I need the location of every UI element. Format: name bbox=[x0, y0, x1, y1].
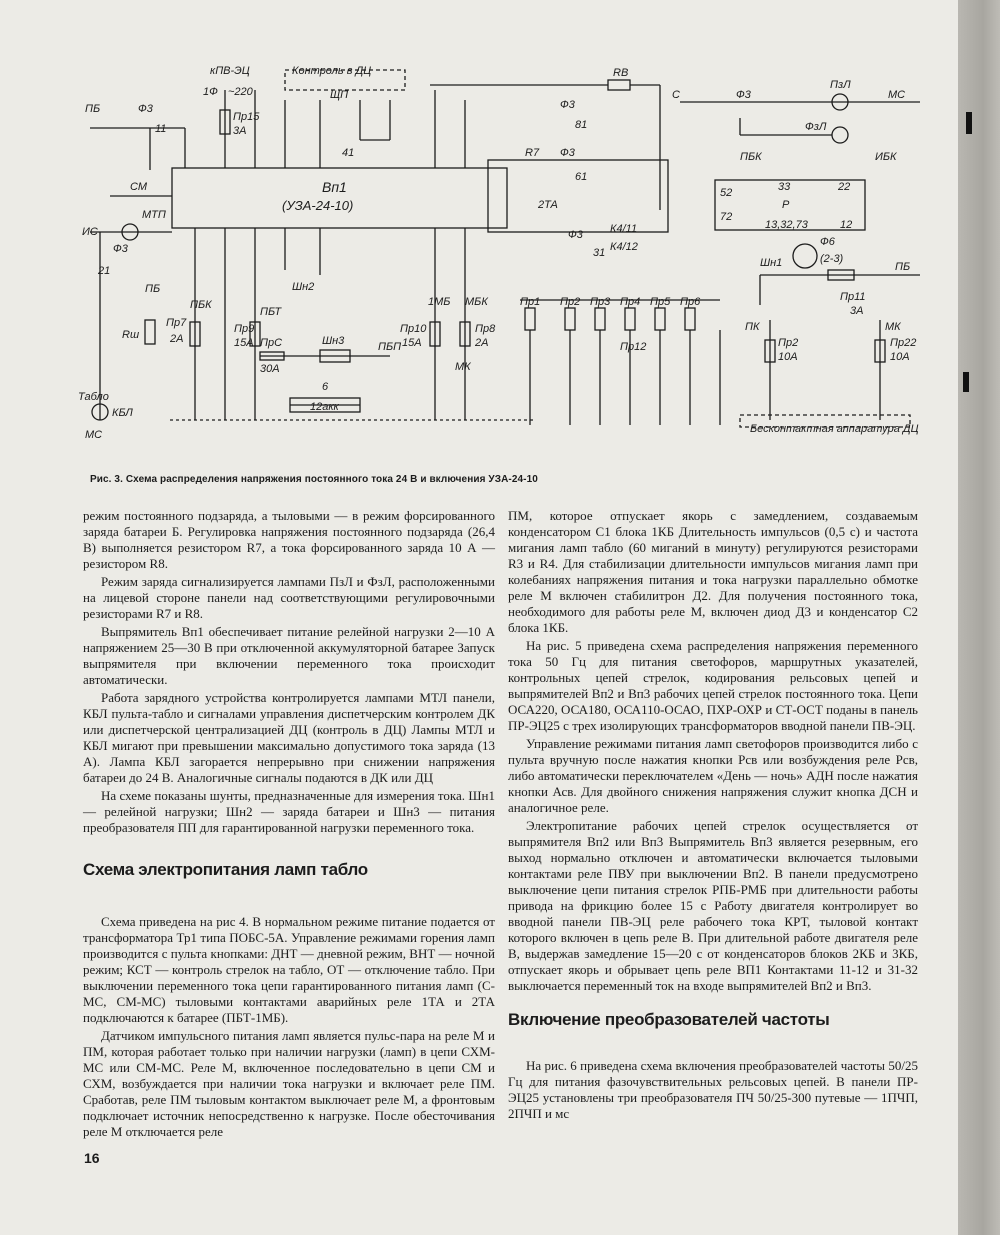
paragraph: На рис. 6 приведена схема включения преобразователей частоты 50/25 Гц для питания фазочувствительных рельсовых цепей. В панели ПР-ЭЦ25 установлены три преобразователя ПЧ 50/25-300 путевые — 1ПЧП, 2ПЧП и мс bbox=[508, 1058, 918, 1121]
edge-mark bbox=[963, 372, 969, 392]
paragraph: Режим заряда сигнализируется лампами ПзЛ и ФзЛ, расположенными на лицевой стороне панели над соответствующими регулировочными резисторами R7 и R8. bbox=[83, 574, 495, 621]
label: Пр12 bbox=[620, 341, 647, 353]
label: Ф3 bbox=[113, 243, 128, 255]
label: МК bbox=[885, 321, 901, 333]
label: (УЗА-24-10) bbox=[282, 198, 354, 213]
label: К4/12 bbox=[610, 241, 638, 253]
label: 15А bbox=[402, 337, 422, 349]
resistor-rsh bbox=[145, 320, 155, 344]
label: Контроль в ДЦ bbox=[292, 65, 372, 77]
figure-caption: Рис. 3. Схема распределения напряжения постоянного тока 24 В и включения УЗА-24-10 bbox=[90, 474, 538, 485]
label: Пр3 bbox=[590, 296, 611, 308]
label: ФзЛ bbox=[805, 121, 827, 133]
label: Ф6 bbox=[820, 236, 835, 248]
label: R7 bbox=[525, 147, 540, 159]
fuse-pr3 bbox=[595, 308, 605, 330]
label: ПБП bbox=[378, 341, 402, 353]
paragraph: Работа зарядного устройства контролируется лампами МТЛ панели, КБЛ пульта-табло и сигналами управления диспетчерским контролем ДК или диспетчерской централизацией ДЦ (контроль в ДЦ) Лампы МТЛ и КБЛ мигают при превышении максимально допустимого тока заряда (13 А). Лампа КБЛ загорается непрерывно при снижении напряжения батареи до 24 В. Аналогичные сигналы подаются в ДК или ДЦ bbox=[83, 690, 495, 785]
label: Пр11 bbox=[840, 291, 866, 303]
label: 2А bbox=[170, 333, 184, 345]
label: Пр10 bbox=[400, 323, 427, 335]
label: 11 bbox=[155, 123, 167, 135]
fzl-lamp bbox=[832, 127, 848, 143]
label: Ф3 bbox=[568, 229, 583, 241]
label: 52 bbox=[720, 187, 733, 199]
label: Пр8 bbox=[475, 323, 496, 335]
label: Ф3 bbox=[560, 99, 575, 111]
paragraph: ПМ, которое отпускает якорь с замедлением, создаваемым конденсатором С1 блока 1КБ Длительность импульсов (0,5 с) и частота мигания ламп табло (60 миганий в минуту) регулируются резисторами R3 и R4. Для стабилизации длительности импульсов мигания ламп при колебаниях напряжения питания и тока нагрузки параллельно обмотке реле М включен стабилитрон Д2. Для получения постоянного тока, необходимого для работы реле М, включен диод Д3 и конденсатор С2 блока 1КБ. bbox=[508, 508, 918, 635]
fuse-pr5 bbox=[655, 308, 665, 330]
paragraph: Датчиком импульсного питания ламп является пульс-пара на реле М и ПМ, которая работает только при наличии нагрузки (ламп) в цепи СХМ-МС или СМ-МС. Реле М, включенное последовательно в цепи СМ и СХМ, возбуждается при наличии тока нагрузки и включает реле ПМ. Сработав, реле ПМ тыловым контактом выключает реле М, а фронтовым подключает источник непосредственно к нагрузке. После обесточивания реле М отключается реле bbox=[83, 1028, 495, 1139]
label: К4/11 bbox=[610, 223, 638, 235]
label: МК bbox=[455, 361, 471, 373]
label: Rш bbox=[122, 329, 140, 341]
label: Пр2 bbox=[778, 337, 799, 349]
page-number: 16 bbox=[84, 1150, 100, 1166]
paragraph: Электропитание рабочих цепей стрелок осуществляется от выпрямителя Вп2 или Вп3 Выпрямитель Вп3 является резервным, его выход нормально отключен и автоматически включается тыловыми контактами реле ПВУ при выключении Вп2. В панели предусмотрено выключение цепи питания стрелок РПБ-РМБ при длительности работы привода на фрикцию более 15 с Работу двигателя контролирует во вводной панели ПВ-ЭЦ реле рабочего тока КРТ, тыловой контакт которого включен в цепь реле В. При длительной работе двигателя реле В, выдержав замедление 15—20 с от конденсаторов блоков 2КБ и 3КБ, отпускает якорь и обрывает цепь реле ВП1 Контактами 11-12 и 31-32 выключается переменный ток на входе выпрямителей Вп2 и Вп3. bbox=[508, 818, 918, 993]
label: Вп1 bbox=[322, 179, 347, 195]
label: КБЛ bbox=[112, 407, 133, 419]
label: 13,32,73 bbox=[765, 219, 808, 231]
label: 33 bbox=[778, 181, 791, 193]
label: 6 bbox=[322, 381, 329, 393]
label: RВ bbox=[613, 67, 629, 79]
label: 30А bbox=[260, 363, 280, 375]
label: Бесконтактная аппаратура ДЦ bbox=[750, 423, 919, 435]
paragraph: На рис. 5 приведена схема распределения напряжения переменного тока 50 Гц для питания светофоров, маршрутных указателей, контрольных цепей стрелок, кодирования рельсовых цепей и выпрямителей Вп2 и Вп3 рабочих цепей стрелок постоянного тока. Цепи ОСА220, ОСА180, ОСА110-ОСАО, ПХР-ОХР и СТ-ОСТ поданы в панель ПР-ЭЦ25 с трех изолирующих трансформаторов вводной панели ПВ-ЭЦ. bbox=[508, 638, 918, 733]
label: МС bbox=[85, 429, 103, 441]
label: Пр6 bbox=[680, 296, 701, 308]
label: Р bbox=[782, 199, 790, 211]
label: Ф3 bbox=[736, 89, 751, 101]
paragraph: режим постоянного подзаряда, а тыловыми — в режим форсированного заряда батареи Б. Регулировка напряжения постоянного подзаряда (26,4 В) выполняется резистором R7, а тока форсированного заряда 10 А — резистором R8. bbox=[83, 508, 495, 571]
edge-mark bbox=[966, 112, 972, 134]
label: 61 bbox=[575, 171, 588, 183]
label: Пр4 bbox=[620, 296, 641, 308]
label: Шн3 bbox=[322, 335, 345, 347]
fuse-pr6 bbox=[685, 308, 695, 330]
label: Ф3 bbox=[560, 147, 575, 159]
section-heading: Схема электропитания ламп табло bbox=[83, 860, 368, 879]
label: 31 bbox=[593, 247, 606, 259]
section-heading: Включение преобразователей частоты bbox=[508, 1010, 830, 1029]
label: ПБ bbox=[895, 261, 911, 273]
label: Пр15 bbox=[233, 111, 260, 123]
paragraph: На схеме показаны шунты, предназначенные для измерения тока. Шн1 — релейной нагрузки; Шн2 — заряда батареи и Шн3 — питания преобразователя ПП для гарантированной нагрузки переменного тока. bbox=[83, 788, 495, 835]
label: Пр5 bbox=[650, 296, 671, 308]
label: 3А bbox=[233, 125, 247, 137]
label: ПБТ bbox=[260, 306, 282, 318]
f6-indicator bbox=[793, 244, 817, 268]
circuit-diagram bbox=[60, 60, 940, 470]
label: 10А bbox=[778, 351, 798, 363]
label: Шн1 bbox=[760, 257, 783, 269]
paragraph: Схема приведена на рис 4. В нормальном режиме питание подается от трансформатора Тр1 типа ПОБС-5А. Управление режимами горения ламп производится с пульта кнопками: ДНТ — дневной режим, ВНТ — ночной режим; КСТ — контроль стрелок на табло, ОТ — отключение табло. При выключении переменного тока цепи гарантированного питания ламп (С-МС, СМ-МС) тыловыми контактами аварийных реле 1ТА и 2ТА подключаются к батарее (ПБТ-1МБ). bbox=[83, 914, 495, 1025]
label: Пр1 bbox=[520, 296, 541, 308]
label: (2-3) bbox=[820, 253, 844, 265]
label: Шн2 bbox=[292, 281, 315, 293]
label: 41 bbox=[342, 147, 355, 159]
label: ПК bbox=[745, 321, 760, 333]
label: ЩП bbox=[330, 89, 349, 101]
label: МС bbox=[888, 89, 906, 101]
fuse-pr1 bbox=[525, 308, 535, 330]
label: 81 bbox=[575, 119, 588, 131]
label: ~220 bbox=[228, 86, 253, 98]
label: ПБК bbox=[190, 299, 212, 311]
label: 15А bbox=[234, 337, 254, 349]
label: ПБ bbox=[85, 103, 101, 115]
paragraph: Управление режимами питания ламп светофоров производится либо с пульта вручную после нажатия кнопки Рсв или возбуждения реле Рсв, либо автоматически переключателем «День — ночь» АДН после нажатия кнопки Асв. Для двойного снижения напряжения служит кнопка ДСН и аналогичное реле. bbox=[508, 736, 918, 815]
label: 1МБ bbox=[428, 296, 451, 308]
label: 2А bbox=[475, 337, 489, 349]
adjacent-page-edge bbox=[958, 0, 1000, 1235]
label: 3А bbox=[850, 305, 864, 317]
circuit-diagram-svg bbox=[60, 60, 940, 470]
label: МБК bbox=[465, 296, 488, 308]
label: ПзЛ bbox=[830, 79, 851, 91]
label: 12 bbox=[840, 219, 853, 231]
label: Пр7 bbox=[166, 317, 187, 329]
label: Табло bbox=[78, 391, 109, 403]
label: ПрС bbox=[260, 337, 283, 349]
left-column bbox=[83, 508, 495, 1142]
label: Пр2 bbox=[560, 296, 581, 308]
fuse-pr4 bbox=[625, 308, 635, 330]
paragraph: Выпрямитель Вп1 обеспечивает питание релейной нагрузки 2—10 А напряжением 25—30 В при отключенной аккумуляторной батарее Запуск выпрямителя при включении переменного тока происходит автоматически. bbox=[83, 624, 495, 687]
label: 10А bbox=[890, 351, 910, 363]
fuse-pr2 bbox=[565, 308, 575, 330]
label: ПБК bbox=[740, 151, 762, 163]
label: С bbox=[672, 89, 680, 101]
rv-resistor bbox=[608, 80, 630, 90]
label: 21 bbox=[98, 265, 111, 277]
right-column bbox=[508, 508, 918, 1124]
label: ИС bbox=[82, 226, 98, 238]
label: 2ТА bbox=[538, 199, 558, 211]
label: МТП bbox=[142, 209, 166, 221]
label: Пр9 bbox=[234, 323, 255, 335]
label: Пр22 bbox=[890, 337, 917, 349]
label: кПВ-ЭЦ bbox=[210, 65, 250, 77]
label: 1Ф bbox=[203, 86, 218, 98]
label: СМ bbox=[130, 181, 147, 193]
label: Ф3 bbox=[138, 103, 153, 115]
label: 12акк bbox=[310, 401, 339, 413]
label: 22 bbox=[838, 181, 851, 193]
label: 72 bbox=[720, 211, 733, 223]
label: ПБ bbox=[145, 283, 161, 295]
label: ИБК bbox=[875, 151, 897, 163]
